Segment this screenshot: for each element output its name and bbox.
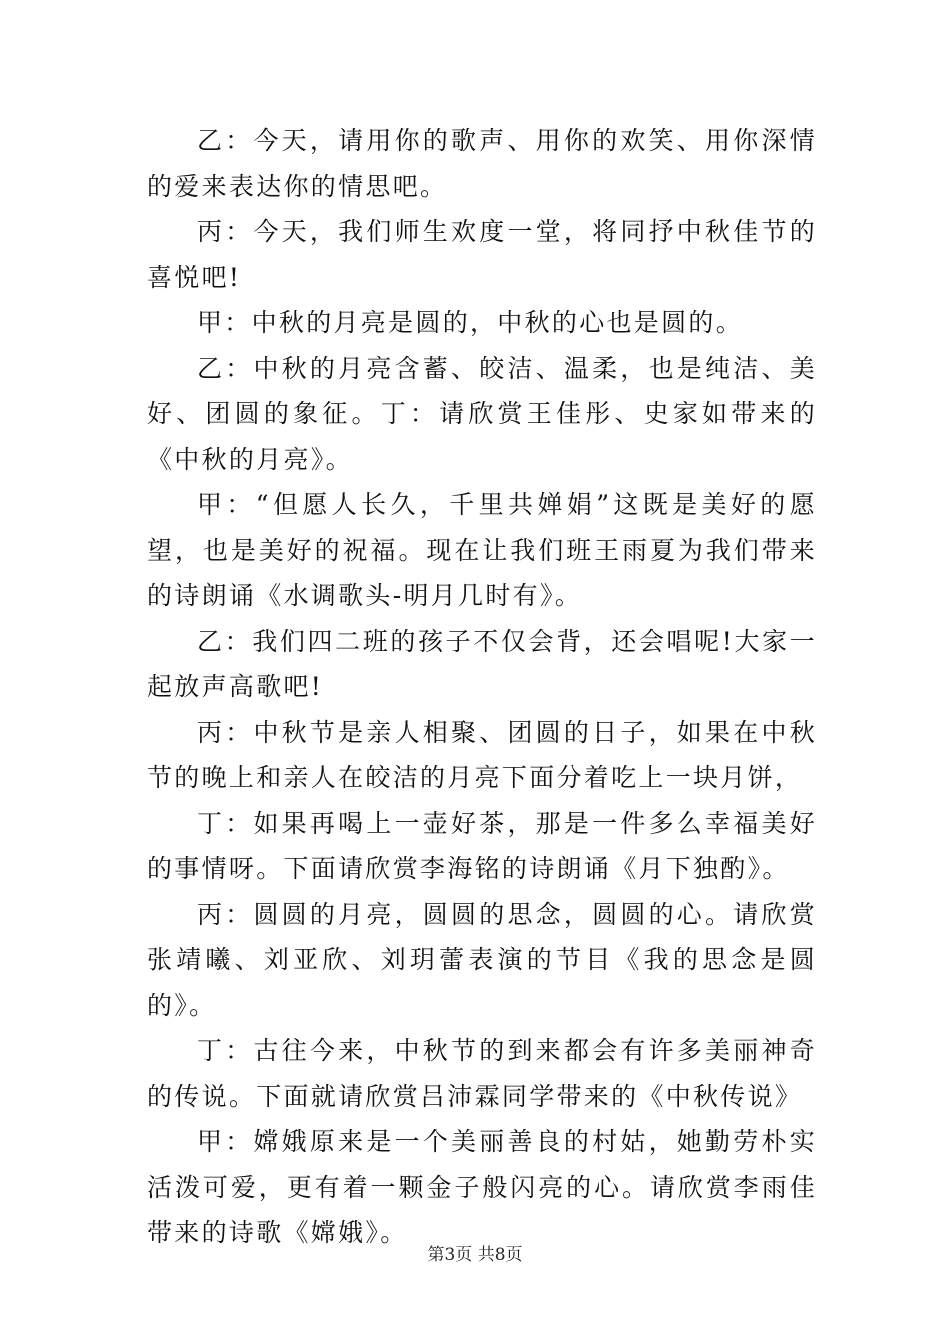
paragraph: 甲：中秋的月亮是圆的，中秋的心也是圆的。 [197, 308, 744, 337]
paragraph: 乙：中秋的月亮含蓄、皎洁、温柔，也是纯洁、美好、团圆的象征。丁：请欣赏王佳彤、史家如带来的《中秋的月亮》。 [147, 353, 817, 474]
document-body [147, 118, 817, 1256]
paragraph: 丙：中秋节是亲人相聚、团圆的日子，如果在中秋节的晚上和亲人在皎洁的月亮下面分着吃上一块月饼， [147, 717, 817, 792]
paragraph: 丙：圆圆的月亮，圆圆的思念，圆圆的心。请欣赏张靖曦、刘亚欣、刘玥蕾表演的节目《我的思念是圆的》。 [147, 899, 817, 1020]
paragraph: 丁：古往今来，中秋节的到来都会有许多美丽神奇的传说。下面就请欣赏吕沛霖同学带来的《中秋传说》 [147, 1036, 817, 1111]
paragraph: 乙：我们四二班的孩子不仅会背，还会唱呢!大家一起放声高歌吧! [147, 626, 817, 701]
paragraph: 乙：今天，请用你的歌声、用你的欢笑、用你深情的爱来表达你的情思吧。 [147, 126, 817, 201]
paragraph: 丙：今天，我们师生欢度一堂，将同抒中秋佳节的喜悦吧! [147, 217, 817, 292]
paragraph: 丁：如果再喝上一壶好茶，那是一件多么幸福美好的事情呀。下面请欣赏李海铭的诗朗诵《月下独酌》。 [147, 808, 817, 883]
paragraph: 甲：“但愿人长久，千里共婵娟”这既是美好的愿望，也是美好的祝福。现在让我们班王雨夏为我们带来的诗朗诵《水调歌头-明月几时有》。 [147, 490, 817, 610]
page-footer: 第3页 共8页 [427, 1245, 523, 1265]
paragraph: 甲：嫦娥原来是一个美丽善良的村姑，她勤劳朴实活泼可爱，更有着一颗金子般闪亮的心。请欣赏李雨佳带来的诗歌《嫦娥》。 [147, 1127, 817, 1247]
